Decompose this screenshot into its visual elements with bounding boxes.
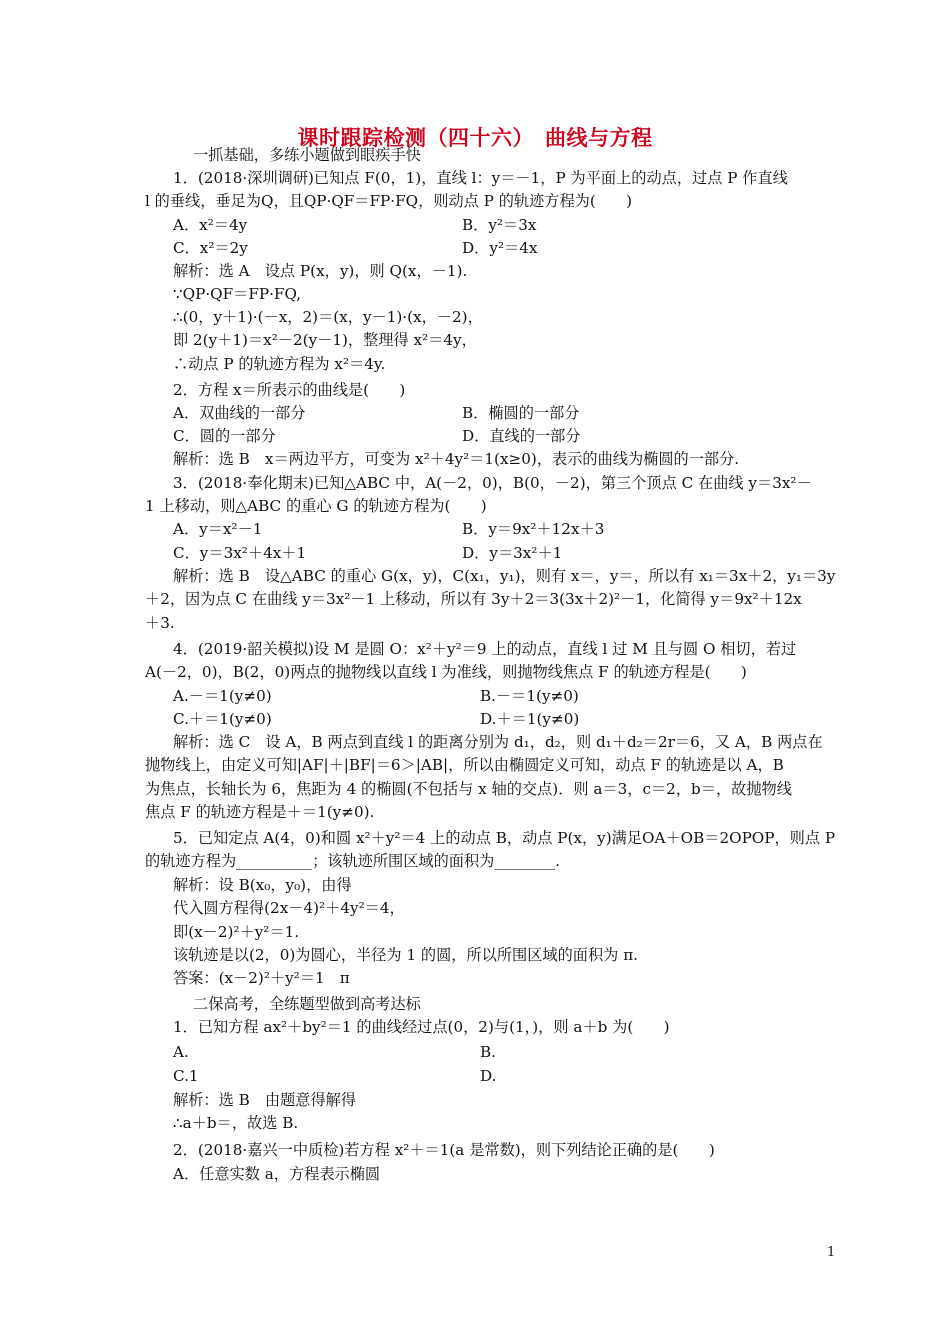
text-line: 焦点 F 的轨迹方程是＋＝1(y≠0). <box>145 803 375 821</box>
text-line: 1．已知方程 ax²＋by²＝1 的曲线经过点(0，2)与(1，)，则 a＋b 为( ) <box>173 1018 670 1036</box>
text-line: D. <box>480 1067 497 1085</box>
text-line: 代入圆方程得(2x－4)²＋4y²＝4， <box>173 899 405 917</box>
page-number: 1 <box>827 1245 836 1260</box>
page-title: 课时跟踪检测（四十六） 曲线与方程 <box>297 126 653 150</box>
text-line: 解析：选 C 设 A，B 两点到直线 l 的距离分别为 d₁，d₂，则 d₁＋d₂＝2r＝6，又 A，B 两点在 <box>173 733 823 751</box>
text-line: 抛物线上，由定义可知|AF|＋|BF|＝6＞|AB|，所以由椭圆定义可知，动点 F 的轨迹是以 A，B <box>145 756 784 774</box>
text-line: ∴a＋b＝，故选 B. <box>173 1114 299 1132</box>
text-line: ∴动点 P 的轨迹方程为 x²＝4y. <box>173 355 386 373</box>
text-line: 即(x－2)²＋y²＝1. <box>173 923 300 941</box>
text-line: l 的垂线，垂足为Q，且QP·QF＝FP·FQ，则动点 P 的轨迹方程为( ) <box>145 192 633 210</box>
text-line: C.＋＝1(y≠0) <box>173 710 272 728</box>
text-line: C.1 <box>173 1067 199 1085</box>
text-line: B.－＝1(y≠0) <box>480 687 579 705</box>
text-line: 解析：选 B 设△ABC 的重心 G(x，y)，C(x₁，y₁)，则有 x＝，y＝，所以有 x₁＝3x＋2，y₁＝3y <box>173 567 836 585</box>
text-line: ∴(0，y＋1)·(－x，2)＝(x，y－1)·(x，－2)， <box>173 308 483 326</box>
text-line: A．任意实数 a，方程表示椭圆 <box>173 1165 381 1183</box>
text-line: 解析：设 B(x₀，y₀)，由得 <box>173 876 352 894</box>
text-line: C．y＝3x²＋4x＋1 <box>173 544 307 562</box>
text-line: 解析：选 B 由题意得解得 <box>173 1091 357 1109</box>
text-line: ＋3. <box>145 614 175 632</box>
text-line: D．y²＝4x <box>462 239 538 257</box>
text-line: C．x²＝2y <box>173 239 248 257</box>
text-line: D．直线的一部分 <box>462 427 581 445</box>
text-line: C．圆的一部分 <box>173 427 276 445</box>
text-line: 该轨迹是以(2，0)为圆心，半径为 1 的圆，所以所围区域的面积为 π. <box>173 946 639 964</box>
text-line: B．y²＝3x <box>462 216 537 234</box>
text-line: 5．已知定点 A(4，0)和圆 x²＋y²＝4 上的动点 B，动点 P(x，y)满足OA＋OB＝2OPOP，则点 P <box>173 829 836 847</box>
text-line: 为焦点，长轴长为 6，焦距为 4 的椭圆(不包括与 x 轴的交点)．则 a＝3，c＝2，b＝，故抛物线 <box>145 780 792 798</box>
text-line: 4．(2019·韶关模拟)设 M 是圆 O：x²＋y²＝9 上的动点，直线 l 过 M 且与圆 O 相切，若过 <box>173 640 797 658</box>
text-line: 2．(2018·嘉兴一中质检)若方程 x²＋＝1(a 是常数)，则下列结论正确的是( ) <box>173 1141 715 1159</box>
text-line: B．y＝9x²＋12x＋3 <box>462 520 605 538</box>
text-line: 解析：选 B x＝两边平方，可变为 x²＋4y²＝1(x≥0)，表示的曲线为椭圆的一部分. <box>173 450 740 468</box>
text-line: A．y＝x²－1 <box>173 520 263 538</box>
text-line: 一抓基础，多练小题做到眼疾手快 <box>193 146 421 164</box>
text-line: 1 上移动，则△ABC 的重心 G 的轨迹方程为( ) <box>145 497 487 515</box>
text-line: 即 2(y＋1)＝x²－2(y－1)，整理得 x²＝4y， <box>173 331 477 349</box>
text-line: ＋2，因为点 C 在曲线 y＝3x²－1 上移动，所以有 3y＋2＝3(3x＋2)²－1，化简得 y＝9x²＋12x <box>145 590 802 608</box>
text-line: A. <box>173 1043 189 1061</box>
text-line: 3．(2018·奉化期末)已知△ABC 中，A(－2，0)，B(0，－2)，第三个顶点 C 在曲线 y＝3x²－ <box>173 474 812 492</box>
text-line: D．y＝3x²＋1 <box>462 544 563 562</box>
text-line: ∵QP·QF＝FP·FQ, <box>173 285 301 303</box>
text-line: B. <box>480 1043 496 1061</box>
text-line: A．双曲线的一部分 <box>173 404 306 422</box>
text-line: 的轨迹方程为__________；该轨迹所围区域的面积为________. <box>145 852 560 870</box>
text-line: 解析：选 A 设点 P(x，y)，则 Q(x，－1). <box>173 262 468 280</box>
text-line: 答案：(x－2)²＋y²＝1 π <box>173 969 350 987</box>
text-line: A.－＝1(y≠0) <box>173 687 272 705</box>
text-line: A(－2，0)，B(2，0)两点的抛物线以直线 l 为准线，则抛物线焦点 F 的轨迹方程是( ) <box>145 663 747 681</box>
text-line: A．x²＝4y <box>173 216 248 234</box>
text-line: 1．(2018·深圳调研)已知点 F(0，1)，直线 l：y＝－1，P 为平面上的动点，过点 P 作直线 <box>173 169 788 187</box>
text-line: B．椭圆的一部分 <box>462 404 580 422</box>
text-line: D.＋＝1(y≠0) <box>480 710 580 728</box>
text-line: 二保高考，全练题型做到高考达标 <box>193 995 421 1013</box>
text-line: 2．方程 x＝所表示的曲线是( ) <box>173 381 406 399</box>
